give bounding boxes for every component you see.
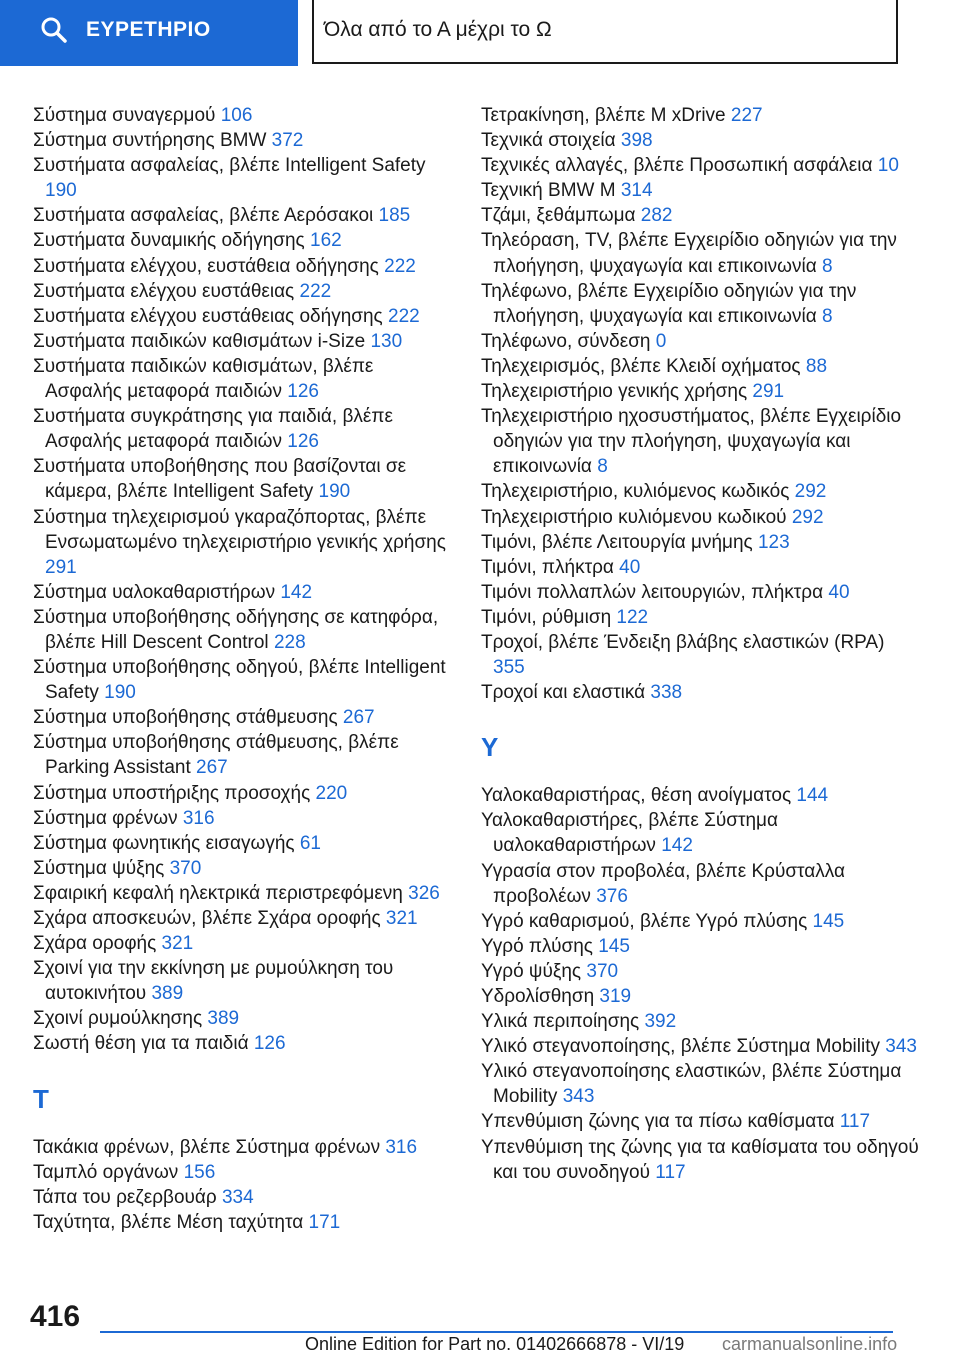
index-entry bbox=[481, 279, 921, 329]
index-entry-text: Σύστημα υποβοήθησης στάθμευσης, βλέπε Parking Assistant bbox=[33, 732, 399, 779]
index-entry bbox=[481, 354, 921, 379]
page-link[interactable]: 392 bbox=[644, 1011, 677, 1033]
index-entry-text: Σύστημα υποβοήθησης στάθμευσης bbox=[33, 707, 343, 729]
index-entry bbox=[481, 859, 921, 909]
page-link[interactable]: 117 bbox=[839, 1111, 871, 1133]
index-entry-text: Σύστημα υποβοήθησης οδηγού, βλέπε Intelligent Safety bbox=[33, 657, 446, 704]
page-link[interactable]: 291 bbox=[45, 556, 77, 578]
page-link[interactable]: 343 bbox=[885, 1036, 917, 1058]
page-link[interactable]: 282 bbox=[640, 205, 673, 227]
index-entry-text: Τιμόνι, πλήκτρα bbox=[481, 556, 620, 578]
index-entry-text: Τιμόνι, ρύθμιση bbox=[481, 606, 617, 628]
page-link[interactable]: 145 bbox=[812, 910, 845, 932]
index-entry bbox=[33, 103, 453, 128]
index-entry bbox=[33, 906, 453, 931]
page-link[interactable]: 222 bbox=[299, 280, 332, 302]
page-link[interactable]: 144 bbox=[796, 785, 829, 807]
index-entry-text: Συστήματα ασφαλείας, βλέπε Αερόσακοι bbox=[33, 205, 379, 227]
page-link[interactable]: 171 bbox=[308, 1211, 341, 1233]
index-entry-text: Συστήματα ελέγχου, ευστάθεια οδήγησης bbox=[33, 255, 385, 277]
index-entry bbox=[33, 705, 453, 730]
index-entry bbox=[33, 304, 453, 329]
index-entry-text: Σύστημα υαλοκαθαριστήρων bbox=[33, 581, 281, 603]
index-entry-text: Συστήματα συγκράτησης για παιδιά, βλέπε Ασφαλής μεταφορά παιδιών bbox=[33, 406, 393, 453]
index-entry bbox=[481, 783, 921, 808]
page-number: 416 bbox=[30, 1300, 81, 1333]
index-entry bbox=[481, 329, 921, 354]
page-link[interactable]: 267 bbox=[342, 707, 375, 729]
page-link[interactable]: 338 bbox=[650, 682, 683, 704]
edition-text: Online Edition for Part no. 01402666878 - VI/19 bbox=[305, 1334, 685, 1354]
index-entry-text: Τεχνική BMW M bbox=[481, 180, 621, 202]
page-link[interactable]: 376 bbox=[596, 885, 628, 907]
page-link[interactable]: 8 bbox=[822, 255, 833, 277]
index-entry-text: Τηλεχειριστήριο, κυλιόμενος κωδικός bbox=[481, 481, 795, 503]
index-entry bbox=[481, 530, 921, 555]
page-link[interactable]: 370 bbox=[169, 857, 202, 879]
page-link[interactable]: 123 bbox=[757, 531, 790, 553]
index-entry-text: Τηλεχειριστήριο γενικής χρήσης bbox=[481, 381, 753, 403]
index-entry-text: Σύστημα υποστήριξης προσοχής bbox=[33, 782, 316, 804]
page-link[interactable]: 126 bbox=[287, 431, 319, 453]
page-link[interactable]: 126 bbox=[287, 381, 319, 403]
index-entry bbox=[481, 1135, 921, 1185]
page-link[interactable]: 321 bbox=[385, 908, 418, 929]
page-link[interactable]: 156 bbox=[183, 1161, 216, 1183]
page-link[interactable]: 316 bbox=[182, 807, 215, 829]
index-entry-text: Σχάρα αποσκευών, βλέπε Σχάρα οροφής bbox=[33, 908, 386, 929]
index-entry bbox=[33, 856, 453, 881]
index-entry bbox=[481, 630, 921, 680]
page-link[interactable]: 142 bbox=[661, 835, 693, 857]
page-link[interactable]: 389 bbox=[151, 983, 184, 1005]
index-entry-text: Σωστή θέση για τα παιδιά bbox=[33, 1033, 254, 1055]
index-entry bbox=[481, 1059, 921, 1109]
index-entry-text: Τροχοί και ελαστικά bbox=[481, 682, 651, 704]
page-link[interactable]: 222 bbox=[384, 255, 416, 277]
index-entry bbox=[481, 1109, 921, 1134]
index-letter-heading: Υ bbox=[481, 732, 499, 763]
index-entry-text: Συστήματα ελέγχου ευστάθειας bbox=[33, 280, 300, 302]
index-entry-text: Υγρό καθαρισμού, βλέπε Υγρό πλύσης bbox=[481, 910, 813, 932]
index-letter-heading: Τ bbox=[33, 1083, 49, 1114]
watermark: carmanualsonline.info bbox=[722, 1334, 898, 1354]
index-entry-text: Τηλέφωνο, βλέπε Εγχειρίδιο οδηγιών για την πλοήγηση, ψυχαγωγία και επικοινωνία bbox=[481, 280, 857, 327]
index-entry-text: Τροχοί, βλέπε Ένδειξη βλάβης ελαστικών (RPA) bbox=[481, 631, 885, 653]
index-entry bbox=[33, 730, 453, 780]
index-entry bbox=[33, 1135, 453, 1160]
index-entry-text: Σύστημα συναγερμού bbox=[33, 105, 221, 126]
index-tab[interactable] bbox=[0, 0, 298, 66]
index-entry-text: Τηλέφωνο, σύνδεση bbox=[481, 330, 656, 352]
page-link[interactable]: 126 bbox=[253, 1033, 286, 1055]
section-title-tab[interactable] bbox=[312, 0, 898, 64]
index-entry bbox=[481, 934, 921, 959]
index-entry bbox=[481, 103, 921, 128]
index-entry bbox=[33, 931, 453, 956]
page-link[interactable]: 222 bbox=[388, 305, 420, 327]
page-link[interactable]: 190 bbox=[104, 682, 136, 704]
index-entry bbox=[481, 178, 921, 203]
index-entry-text: Υλικό στεγανοποίησης ελαστικών, βλέπε Σύστημα Mobility bbox=[481, 1061, 902, 1108]
index-entry-text: Σχοινί για την εκκίνηση με ρυμούλκηση του αυτοκινήτου bbox=[33, 958, 394, 1005]
index-entry bbox=[481, 984, 921, 1009]
page-link[interactable]: 370 bbox=[586, 960, 619, 982]
index-entry-text: Υαλοκαθαριστήρες, βλέπε Σύστημα υαλοκαθαριστήρων bbox=[481, 810, 778, 857]
page-link[interactable]: 398 bbox=[620, 130, 653, 152]
index-entry bbox=[33, 279, 453, 304]
index-entry bbox=[481, 153, 921, 178]
index-entry bbox=[33, 354, 453, 404]
index-entry-text: Υδρολίσθηση bbox=[481, 986, 600, 1007]
index-entry bbox=[33, 505, 453, 580]
page-link[interactable]: 145 bbox=[598, 935, 630, 957]
index-entry-text: Συστήματα ελέγχου ευστάθειας οδήγησης bbox=[33, 305, 388, 327]
page-link[interactable]: 372 bbox=[271, 130, 304, 152]
index-entry bbox=[33, 254, 453, 279]
page-link[interactable]: 40 bbox=[828, 581, 850, 603]
index-entry-text: Σύστημα συντήρησης BMW bbox=[33, 130, 272, 152]
index-entry bbox=[33, 781, 453, 806]
page-link[interactable]: 220 bbox=[315, 782, 348, 804]
page-link[interactable]: 122 bbox=[616, 606, 649, 628]
index-entry bbox=[33, 605, 453, 655]
index-entry-text: Τετρακίνηση, βλέπε M xDrive bbox=[481, 105, 731, 126]
index-entry-text: Συστήματα υποβοήθησης που βασίζονται σε κάμερα, βλέπε Intelligent Safety bbox=[33, 456, 407, 503]
page-link[interactable]: 291 bbox=[752, 381, 785, 403]
index-entry bbox=[33, 1031, 453, 1056]
page-link[interactable]: 185 bbox=[378, 205, 411, 227]
index-entry bbox=[33, 831, 453, 856]
index-entry-text: Συστήματα ασφαλείας, βλέπε Intelligent Safety bbox=[33, 155, 426, 177]
index-entry-text: Τακάκια φρένων, βλέπε Σύστημα φρένων bbox=[33, 1136, 386, 1158]
index-entry bbox=[481, 808, 921, 858]
index-entry bbox=[33, 404, 453, 454]
page-link[interactable]: 292 bbox=[791, 506, 824, 528]
index-entry-text: Ταχύτητα, βλέπε Μέση ταχύτητα bbox=[33, 1211, 309, 1233]
page-link[interactable]: 8 bbox=[597, 456, 608, 478]
index-entry bbox=[481, 909, 921, 934]
index-entry bbox=[481, 479, 921, 504]
page-link[interactable]: 190 bbox=[318, 481, 351, 503]
index-entry bbox=[33, 655, 453, 705]
header bbox=[0, 0, 960, 66]
index-entry bbox=[481, 605, 921, 630]
index-entry-text: Ταμπλό οργάνων bbox=[33, 1161, 184, 1183]
index-entry-text: Υγρό πλύσης bbox=[481, 935, 599, 957]
page-link[interactable]: 321 bbox=[161, 933, 194, 955]
index-tab-label: ΕΥΡΕΤΗΡΙΟ bbox=[86, 18, 211, 41]
section-title: Όλα από το Α μέχρι το Ω bbox=[324, 18, 552, 41]
index-entry-text: Τεχνικά στοιχεία bbox=[481, 130, 621, 152]
index-entry bbox=[33, 956, 453, 1006]
index-entry-text: Σύστημα ψύξης bbox=[33, 857, 170, 879]
page-link[interactable]: 343 bbox=[562, 1086, 595, 1108]
page-link[interactable]: 314 bbox=[620, 180, 653, 202]
page-link[interactable]: 8 bbox=[822, 305, 833, 327]
page-link[interactable]: 142 bbox=[280, 581, 313, 603]
index-entry-text: Υλικά περιποίησης bbox=[481, 1011, 645, 1033]
index-entry bbox=[33, 806, 453, 831]
page-link[interactable]: 319 bbox=[599, 986, 632, 1007]
index-entry bbox=[33, 128, 453, 153]
index-entry-text: Τεχνικές αλλαγές, βλέπε Προσωπική ασφάλεια bbox=[481, 155, 878, 177]
index-entry-text: Τάπα του ρεζερβουάρ bbox=[33, 1186, 222, 1208]
index-entry bbox=[481, 505, 921, 530]
index-entry bbox=[481, 959, 921, 984]
index-entry bbox=[33, 881, 453, 906]
page-link[interactable]: 40 bbox=[619, 556, 641, 578]
index-entry bbox=[33, 1210, 453, 1235]
index-entry-text: Συστήματα δυναμικής οδήγησης bbox=[33, 230, 310, 252]
index-entry-text: Σχάρα οροφής bbox=[33, 933, 162, 955]
index-entry bbox=[481, 1009, 921, 1034]
index-entry-text: Υγρασία στον προβολέα, βλέπε Κρύσταλλα προβολέων bbox=[481, 860, 845, 907]
index-entry bbox=[481, 128, 921, 153]
page-link[interactable]: 88 bbox=[805, 355, 828, 377]
index-entry-text: Τηλεόραση, TV, βλέπε Εγχειρίδιο οδηγιών για την πλοήγηση, ψυχαγωγία και επικοινωνία bbox=[481, 230, 897, 277]
index-entry bbox=[33, 228, 453, 253]
index-entry bbox=[33, 203, 453, 228]
index-entry-text: Υλικό στεγανοποίησης, βλέπε Σύστημα Mobility bbox=[481, 1036, 886, 1058]
page-link[interactable]: 316 bbox=[385, 1136, 418, 1158]
index-entry bbox=[481, 228, 921, 278]
page-link[interactable]: 0 bbox=[655, 330, 667, 352]
index-entry bbox=[481, 1034, 921, 1059]
index-entry bbox=[481, 580, 921, 605]
index-entry bbox=[33, 1160, 453, 1185]
index-entry bbox=[33, 1185, 453, 1210]
page-link[interactable]: 117 bbox=[655, 1161, 686, 1183]
page-link[interactable]: 10 bbox=[877, 155, 899, 177]
page-link[interactable]: 227 bbox=[730, 105, 763, 126]
page-link[interactable]: 106 bbox=[220, 105, 253, 126]
index-entry-text: Τηλεχειριστήριο κυλιόμενου κωδικού bbox=[481, 506, 792, 528]
page-link[interactable]: 61 bbox=[299, 832, 321, 854]
index-entry-text: Τζάμι, ξεθάμπωμα bbox=[481, 205, 641, 227]
index-entry bbox=[33, 329, 453, 354]
index-column-left bbox=[33, 103, 453, 1235]
page-link[interactable]: 389 bbox=[207, 1008, 240, 1030]
page-link[interactable]: 190 bbox=[45, 180, 77, 202]
page-link[interactable]: 292 bbox=[794, 481, 827, 503]
index-entry bbox=[481, 379, 921, 404]
index-entry bbox=[481, 404, 921, 479]
index-entry-text: Υπενθύμιση ζώνης για τα πίσω καθίσματα bbox=[481, 1111, 840, 1133]
index-entry bbox=[481, 555, 921, 580]
index-entry bbox=[33, 454, 453, 504]
page-link[interactable]: 228 bbox=[273, 631, 306, 653]
index-entry-text: Τηλεχειρισμός, βλέπε Κλειδί οχήματος bbox=[481, 355, 806, 377]
index-entry bbox=[481, 680, 921, 705]
page-link[interactable]: 334 bbox=[221, 1186, 254, 1208]
index-entry-text: Τιμόνι, βλέπε Λειτουργία μνήμης bbox=[481, 531, 758, 553]
index-entry-text: Σύστημα φωνητικής εισαγωγής bbox=[33, 832, 300, 854]
index-entry bbox=[33, 580, 453, 605]
page-link[interactable]: 162 bbox=[310, 230, 342, 252]
index-entry-text: Σύστημα φρένων bbox=[33, 807, 183, 829]
index-entry-text: Τιμόνι πολλαπλών λειτουργιών, πλήκτρα bbox=[481, 581, 829, 603]
page-link[interactable]: 355 bbox=[493, 657, 525, 679]
index-entry-text: Σχοινί ρυμούλκησης bbox=[33, 1008, 208, 1030]
index-entry-text: Υγρό ψύξης bbox=[481, 960, 587, 982]
index-entry-text: Συστήματα παιδικών καθισμάτων i-Size bbox=[33, 330, 371, 352]
index-entry-text: Σφαιρική κεφαλή ηλεκτρικά περιστρεφόμενη bbox=[33, 882, 409, 904]
index-entry-text: Σύστημα υποβοήθησης οδήγησης σε κατηφόρα, βλέπε Hill Descent Control bbox=[33, 606, 439, 653]
index-entry bbox=[33, 153, 453, 203]
index-entry-text: Τηλεχειριστήριο ηχοσυστήματος, βλέπε Εγχειρίδιο οδηγιών για την πλοήγηση, ψυχαγωγία και επικοινωνία bbox=[481, 406, 902, 478]
index-entry bbox=[33, 1006, 453, 1031]
page-link[interactable]: 267 bbox=[196, 757, 228, 779]
index-entry-text: Υαλοκαθαριστήρας, θέση ανοίγματος bbox=[481, 785, 797, 807]
footer-divider bbox=[100, 1331, 893, 1333]
index-entry-text: Υπενθύμιση της ζώνης για τα καθίσματα του οδηγού και του συνοδηγού bbox=[481, 1136, 919, 1183]
index-entry-text: Συστήματα παιδικών καθισμάτων, βλέπε Ασφαλής μεταφορά παιδιών bbox=[33, 355, 374, 403]
index-column-right bbox=[481, 103, 921, 1185]
index-entry-text: Σύστημα τηλεχειρισμού γκαραζόπορτας, βλέπε Ενσωματωμένο τηλεχειριστήριο γενικής χρήσης bbox=[33, 506, 446, 553]
page-link[interactable]: 130 bbox=[370, 330, 403, 352]
page-link[interactable]: 326 bbox=[408, 882, 440, 904]
index-entry bbox=[481, 203, 921, 228]
